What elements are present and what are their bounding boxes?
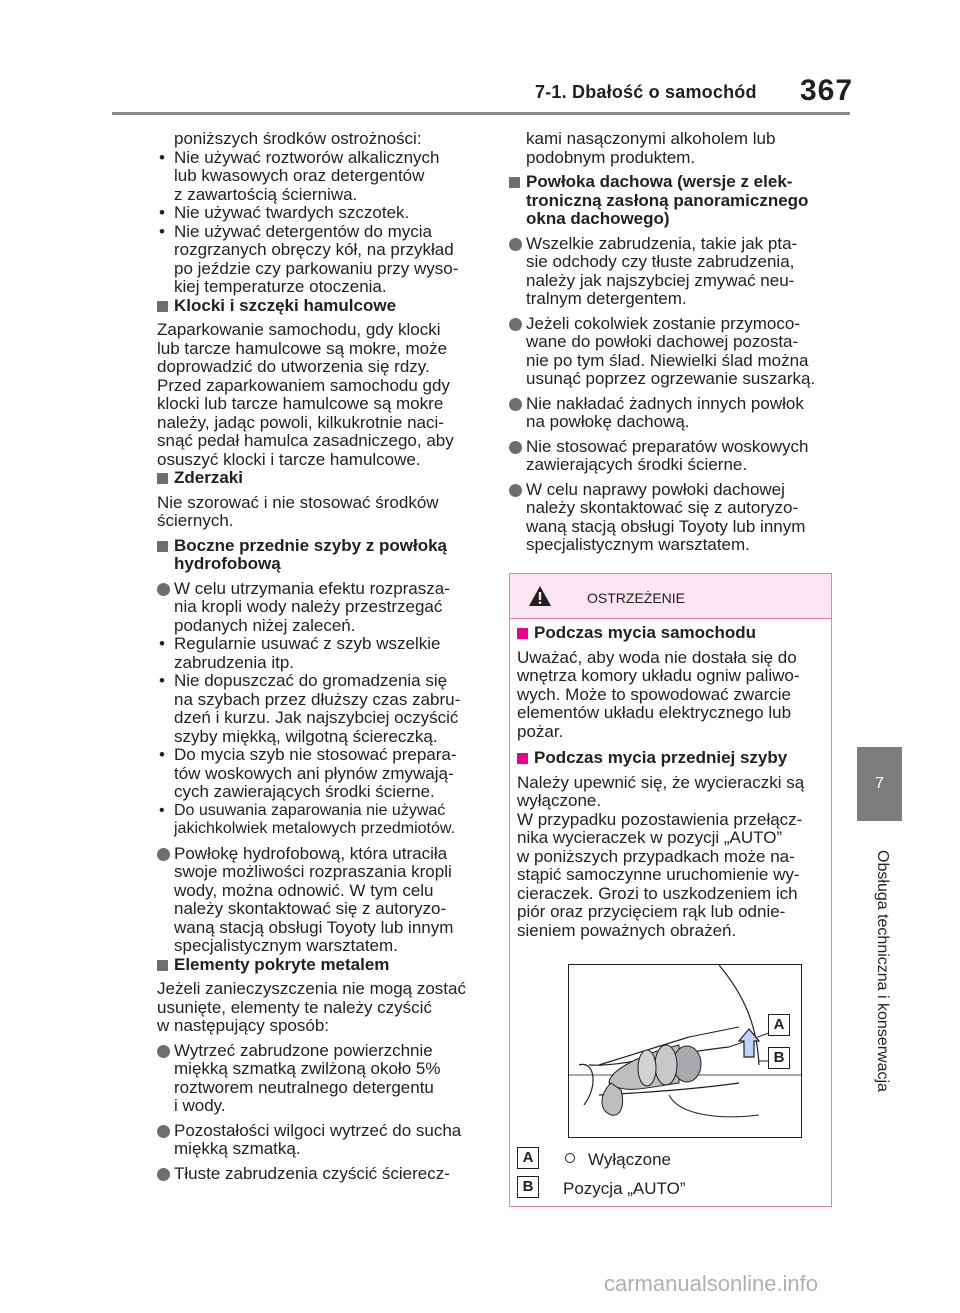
text-line: usunąć poprzez ogrzewanie suszarką. — [526, 369, 816, 388]
text-line: waną stacją obsługi Toyoty lub innym — [526, 516, 806, 536]
text-line: podanych niżej zaleceń. — [174, 615, 356, 635]
text-line: należy, jadąc powoli, kilkukrotnie naci- — [157, 412, 444, 432]
list-line: Do usuwania zaparowania nie używać — [174, 801, 446, 819]
warning-box — [509, 573, 832, 1207]
text-line: nia kropli wody należy przestrzegać — [174, 597, 443, 616]
text-line: Nie szorować i nie stosować środków — [157, 492, 439, 512]
text-line: i wody. — [174, 1096, 226, 1115]
list-line: Nie używać twardych szczotek. — [174, 203, 410, 222]
metal-bullet-2 — [157, 1122, 492, 1159]
text-line: wych. Może to spowodować zwarcie — [517, 684, 792, 704]
warning-triangle-icon — [528, 585, 552, 607]
text-line: należy jak najszybciej zmywać neu- — [526, 270, 795, 290]
warning-title: OSTRZEŻENIE — [587, 590, 686, 606]
metal-text — [157, 980, 492, 1036]
text-line: w poniższych przypadkach może na- — [517, 846, 795, 866]
list-line: tów woskowych ani płynów zmywają- — [174, 763, 454, 783]
header-rule — [112, 112, 850, 115]
list-no-dust: • Nie dopuszczać do gromadzenia się na szybach przez dłuższy czas zabru- dzeń i kurzu. Jak najszybciej oczyścić szyby miękką, wilgotną ściereczką. — [157, 672, 492, 746]
text-line: W celu utrzymania efektu rozprasza- — [174, 578, 450, 598]
list-line: Regularnie usuwać z szyb wszelkie — [174, 634, 441, 653]
heading-line: troniczną zasłoną panoramicznego — [526, 190, 809, 210]
text-line: Nie stosować preparatów woskowych — [526, 436, 809, 456]
text-line: Wytrzeć zabrudzone powierzchnie — [174, 1040, 433, 1060]
text-line: roztworem neutralnego detergentu — [174, 1077, 434, 1097]
intro-text: poniższych środków ostrożności: — [174, 129, 422, 148]
left-column — [157, 130, 492, 1183]
chapter-title-vertical — [862, 835, 898, 1125]
list-line: kiej temperaturze otoczenia. — [174, 277, 387, 296]
warning-heading-2: Podczas mycia przedniej szyby — [517, 749, 825, 768]
text-line: nie po tym ślad. Niewielki ślad można — [526, 350, 809, 370]
list-clean-regularly: • Regularnie usuwać z szyb wszelkie zabrudzenia itp. — [157, 635, 492, 672]
text-line: Tłuste zabrudzenia czyścić ścierecz- — [174, 1163, 450, 1183]
windows-bullet-2 — [157, 845, 492, 956]
text-line: snąć pedał hamulca zasadniczego, aby — [157, 431, 454, 450]
warning-text-1 — [517, 649, 825, 742]
metal-heading: Elementy pokryte metalem — [157, 956, 492, 975]
list-line: Nie używać roztworów alkalicznych — [174, 147, 440, 167]
continued-text — [509, 130, 839, 167]
text-line: W przypadku pozostawienia przełącz- — [517, 809, 803, 829]
roof-bullet-3 — [509, 395, 839, 432]
list-line: po jeździe czy parkowaniu przy wyso- — [174, 258, 459, 278]
brakes-heading: Klocki i szczęki hamulcowe — [157, 297, 492, 316]
legend-b — [517, 1176, 817, 1198]
text-line: Pozostałości wilgoci wytrzeć do sucha — [174, 1120, 462, 1140]
roof-heading — [509, 173, 839, 229]
text-line: Uważać, aby woda nie dostała się do — [517, 647, 797, 667]
list-no-metal: • Do usuwania zaparowania nie używać jakichkolwiek metalowych przedmiotów. — [157, 802, 492, 839]
legend-a-letter: A — [517, 1147, 539, 1169]
list-line: zabrudzenia itp. — [174, 652, 295, 672]
list-line: Nie dopuszczać do gromadzenia się — [174, 671, 448, 690]
wiper-lever-drawing — [569, 965, 801, 1137]
brakes-text — [157, 321, 492, 469]
text-line: na powłokę dachową. — [526, 412, 690, 431]
text-line: W celu naprawy powłoki dachowej — [526, 479, 785, 499]
chapter-title: Obsługa techniczna i konserwacja — [874, 850, 891, 1092]
roof-bullet-1 — [509, 235, 839, 309]
text-line: cieraczek. Grozi to uszkodzeniem ich — [517, 883, 798, 903]
text-line: usunięte, elementy te należy czyścić — [157, 997, 432, 1017]
list-no-hot-wheels: • Nie używać detergentów do mycia rozgrzanych obręczy kół, na przykład po jeździe czy parkowaniu przy wyso- kiej temperaturze otoczenia. — [157, 223, 492, 297]
text-line: należy skontaktować się z autoryzo- — [526, 498, 799, 517]
text-line: wody, można odnowić. W tym celu — [174, 880, 434, 900]
list-no-brushes: • Nie używać twardych szczotek. — [157, 204, 492, 223]
text-line: w następujący sposób: — [157, 1016, 329, 1035]
text-line: wyłączone. — [517, 791, 602, 810]
text-line: kami nasączonymi alkoholem lub — [526, 129, 776, 148]
text-line: specjalistycznym warsztatem. — [526, 535, 750, 554]
warning-heading-1: Podczas mycia samochodu — [517, 624, 825, 643]
list-line: cych zawierających środki ścierne. — [174, 782, 435, 801]
list-line: jakichkolwiek metalowych przedmiotów. — [174, 820, 455, 837]
legend-b-letter: B — [517, 1176, 539, 1198]
text-line: Wszelkie zabrudzenia, takie jak pta- — [526, 233, 798, 253]
text-line: ściernych. — [157, 511, 234, 530]
metal-bullet-1 — [157, 1042, 492, 1116]
text-line: tralnym detergentem. — [526, 289, 687, 308]
figure-label-b: B — [768, 1047, 790, 1069]
right-column — [509, 130, 839, 555]
text-line: swoje możliwości rozpraszania kropli — [174, 862, 452, 881]
text-line: elementów układu elektrycznego lub — [517, 703, 792, 722]
figure-label-a: A — [768, 1014, 790, 1036]
text-line: Jeżeli cokolwiek zostanie przymoco- — [526, 313, 800, 333]
roof-bullet-4 — [509, 438, 839, 475]
text-line: Przed zaparkowaniem samochodu gdy — [157, 375, 450, 395]
list-line: lub kwasowych oraz detergentów — [174, 166, 425, 185]
list-line: Do mycia szyb nie stosować prepara- — [174, 745, 457, 764]
wiper-switch-illustration — [568, 964, 802, 1138]
chapter-tab: 7 — [857, 747, 902, 821]
legend-a-text: Wyłączone — [588, 1150, 671, 1169]
text-line: wnętrza komory układu ogniw paliwo- — [517, 666, 800, 685]
text-line: stąpić samoczynne uruchomienie wy- — [517, 865, 800, 884]
text-line: sie odchody czy tłuste zabrudzenia, — [526, 252, 795, 271]
text-line: zawierających środki ścierne. — [526, 455, 748, 474]
text-line: osuszyć klocki i tarcze hamulcowe. — [157, 449, 421, 469]
text-line: Jeżeli zanieczyszczenia nie mogą zostać — [157, 979, 466, 998]
watermark: carmanualsonline.info — [604, 1271, 819, 1296]
page-number: 367 — [800, 74, 854, 107]
text-line: pożar. — [517, 721, 564, 741]
list-no-alkaline: • Nie używać roztworów alkalicznych lub kwasowych oraz detergentów z zawartością ścierniwa. — [157, 149, 492, 205]
list-no-wax: • Do mycia szyb nie stosować prepara- tów woskowych ani płynów zmywają- cych zawierających środki ścierne. — [157, 746, 492, 802]
text-line: waną stacją obsługi Toyoty lub innym — [174, 917, 454, 937]
roof-bullet-5 — [509, 481, 839, 555]
bumpers-heading: Zderzaki — [157, 469, 492, 488]
list-line: z zawartością ścierniwa. — [174, 184, 358, 204]
text-line: wane do powłoki dachowej pozosta- — [526, 332, 799, 351]
text-line: Zaparkowanie samochodu, gdy klocki — [157, 320, 441, 339]
text-line: miękką szmatką zwilżoną około 5% — [174, 1059, 441, 1078]
text-line: Nie nakładać żadnych innych powłok — [526, 393, 804, 413]
legend-b-text: Pozycja „AUTO” — [563, 1179, 686, 1198]
text-line: Należy upewnić się, że wycieraczki są — [517, 772, 805, 792]
text-line: doprowadzić do utworzenia się rdzy. — [157, 357, 430, 376]
legend-a — [517, 1147, 817, 1169]
text-line: sieniem poważnych obrażeń. — [517, 920, 737, 940]
bumpers-text — [157, 494, 492, 531]
text-line: klocki lub tarcze hamulcowe są mokre — [157, 394, 444, 413]
heading-line: okna dachowego) — [526, 209, 670, 228]
heading-line: hydrofobową — [174, 554, 281, 573]
heading-line: Powłoka dachowa (wersje z elek- — [526, 172, 793, 191]
roof-bullet-2 — [509, 315, 839, 389]
text-line: piór oraz przycięciem rąk lub odnie- — [517, 902, 786, 921]
list-line: rozgrzanych obręczy kół, na przykład — [174, 240, 454, 259]
text-line: podobnym produktem. — [526, 147, 696, 167]
windows-bullet-1 — [157, 580, 492, 636]
list-line: szyby miękką, wilgotną ściereczką. — [174, 726, 438, 746]
list-line: na szybach przez dłuższy czas zabru- — [174, 689, 461, 709]
windows-heading — [157, 537, 492, 574]
text-line: należy skontaktować się z autoryzo- — [174, 899, 447, 918]
text-line: miękką szmatką. — [174, 1139, 301, 1158]
list-line: Nie używać detergentów do mycia — [174, 221, 432, 241]
text-line: lub tarcze hamulcowe są mokre, może — [157, 338, 448, 358]
section-title: 7-1. Dbałość o samochód — [535, 82, 757, 102]
warning-text-2 — [517, 774, 825, 941]
text-line: specjalistycznym warsztatem. — [174, 936, 398, 955]
wiper-off-icon — [565, 1153, 575, 1163]
text-line: Powłokę hydrofobową, która utraciła — [174, 843, 448, 863]
list-line: dzeń i kurzu. Jak najszybciej oczyścić — [174, 708, 459, 727]
warning-header — [510, 574, 831, 619]
metal-bullet-3 — [157, 1165, 492, 1184]
heading-line: Boczne przednie szyby z powłoką — [174, 535, 448, 555]
warning-body — [517, 624, 825, 940]
text-line: nika wycieraczek w pozycji „AUTO” — [517, 828, 783, 847]
